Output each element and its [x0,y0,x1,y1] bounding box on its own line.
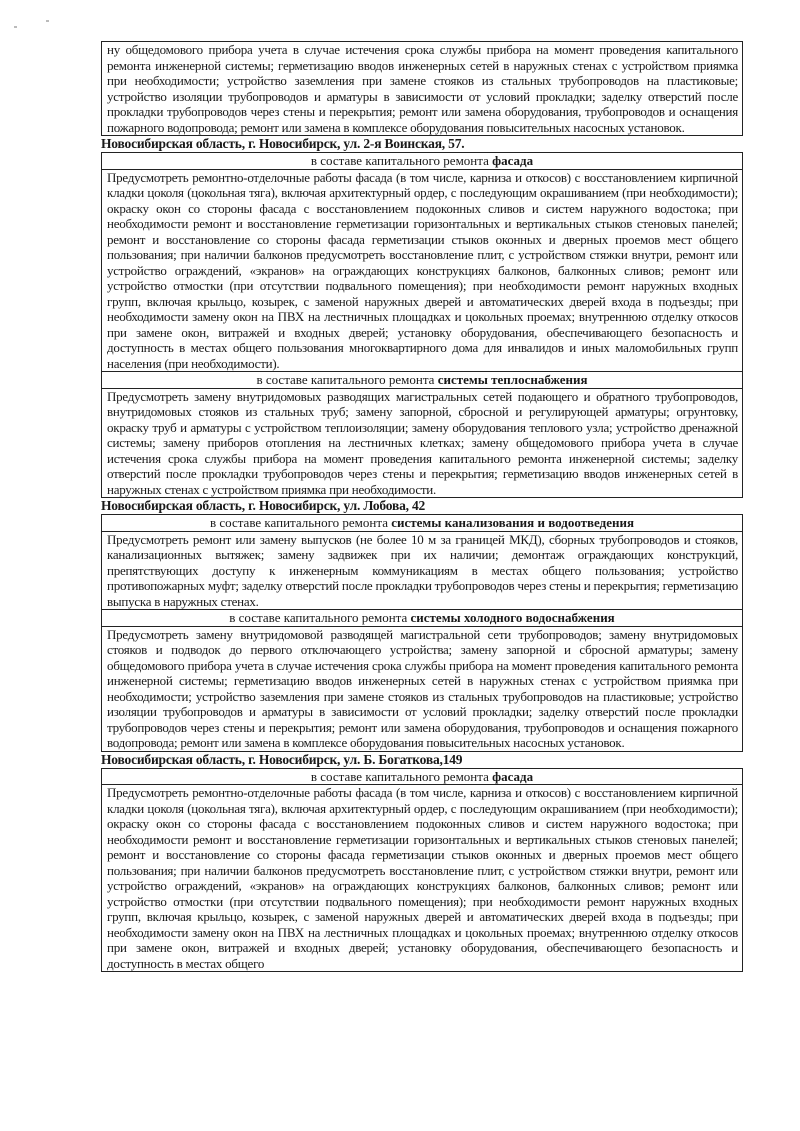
address-heading-voinskaya: Новосибирская область, г. Новосибирск, ул. 2-я Воинская, 57. [101,136,465,151]
continuation-text: ну общедомового прибора учета в случае истечения срока службы прибора на момент проведения капитального ремонта инженерной системы; герметизацию вводов инженерных сетей в наружных стенах с устройством приямка при необходимости; устройство заземления при замене стояков из стальных трубопроводов на пластиковые; устройство изоляции трубопроводов и арматуры в зависимости от условий прокладки; заделку отверстий после прокладки трубопроводов через стены и перекрытия; ремонт или замена оборудования, трубопроводов и оснащения пожарного водопровода; ремонт или замена в комплексе оборудования повысительных насосных установок. [107,42,738,135]
section-subject: системы холодного водоснабжения [410,610,615,625]
section-heading-facade [102,153,742,170]
section-prefix: в составе капитального ремонта [310,768,493,784]
section-body-heating: Предусмотреть замену внутридомовых разводящих магистральных сетей подающего и обратного трубопроводов, внутридомовых стояков из стальных труб; замену запорной, сбросной и регулирующей арматуры; огрунтовку, окраску труб и арматуры с устройством теплоизоляции; замену оборудования теплового узла; устройство дренажной системы; замену приборов отопления на лестничных клетках; замену общедомового прибора учета в случае истечения срока службы прибора на момент проведения капитального ремонта инженерной системы; заделку отверстий после прокладки трубопроводов через стены и перекрытия; герметизацию вводов инженерных сетей в наружных стенах с устройством приямка при необходимости. [107,388,738,497]
section-subject: системы теплоснабжения [437,372,588,387]
section-heading-cold-water [102,609,742,627]
address-heading-bogatkova: Новосибирская область, г. Новосибирск, ул. Б. Богаткова,149 [101,751,463,767]
address-box-bogatkova [101,768,743,973]
section-subject: фасада [492,153,534,168]
section-heading-sewerage [102,515,742,532]
section-subject: фасада [492,768,534,784]
address-box-voinskaya [101,152,743,498]
continuation-box [101,41,743,136]
address-heading-lobova: Новосибирская область, г. Новосибирск, ул. Лобова, 42 [101,498,426,513]
section-heading-facade [102,769,742,786]
section-body-cold-water: Предусмотреть замену внутридомовой разводящей магистральной сети трубопроводов; замену внутридомовых стояков и подводок до первого отключающего устройства; замену запорной и сбросной арматуры; замену общедомового прибора учета в случае истечения срока службы прибора на момент проведения капитального ремонта инженерной системы; герметизацию вводов инженерных сетей в наружных стенах с устройством приямка при необходимости; устройство заземления при замене стояков из стальных трубопроводов на пластиковые; устройство изоляции трубопроводов и арматуры в зависимости от условий прокладки; заделку отверстий после прокладки трубопроводов через стены и перекрытия; ремонт или замена оборудования, трубопроводов и оснащения пожарного водопровода; ремонт или замена в комплексе оборудования повысительных насосных установок. [107,626,738,750]
scan-artifact [14,26,17,28]
address-box-lobova [101,514,743,752]
section-prefix: в составе капитального ремонта [229,610,411,625]
section-heading-heating [102,371,742,389]
section-prefix: в составе капитального ремонта [209,515,392,530]
section-body-sewerage: Предусмотреть ремонт или замену выпусков (не более 10 м за границей МКД), сборных трубопроводов и стояков, канализационных вытяжек; замену задвижек при их наличии; демонтаж ограждающих конструкций, препятствующих доступу к инженерным коммуникациям в местах общего пользования; устройство противопожарных муфт; заделку отверстий после прокладки трубопроводов через стены и перекрытия; герметизацию выпуска в наружных стенах. [107,531,738,609]
section-prefix: в составе капитального ремонта [310,153,493,168]
scan-artifact [46,20,49,22]
section-body-facade: Предусмотреть ремонтно-отделочные работы фасада (в том числе, карниза и откосов) с восстановлением кирпичной кладки цоколя (цокольная тяга), включая архитектурный ордер, с последующим окрашиванием (при необходимости); окраску окон со стороны фасада с восстановлением подоконных сливов и систем наружного водостока; при необходимости ремонт и восстановление герметизации горизонтальных и вертикальных стыков стеновых панелей; ремонт и восстановление со стороны фасада герметизации стыков оконных и дверных проемов мест общего пользования; при наличии балконов предусмотреть восстановление плит, с устройством стяжки внутри, ремонт или устройство ограждений, «экранов» на ограждающих конструкциях балконов, балконных сливов; ремонт или устройство отмостки (при отсутствии подвального помещения); при необходимости ремонт наружных входных групп, включая крыльцо, козырек, с заменой наружных дверей и автоматических дверей входа в подъезды; при необходимости замену окон на ПВХ на лестничных площадках и цокольных проемах; внутреннюю отделку откосов при замене окон, витражей и входных дверей; установку оборудования, обеспечивающего безопасность и доступность в местах общего [107,785,738,971]
section-subject: системы канализования и водоотведения [391,515,635,530]
section-prefix: в составе капитального ремонта [256,372,438,387]
section-body-facade: Предусмотреть ремонтно-отделочные работы фасада (в том числе, карниза и откосов) с восстановлением кирпичной кладки цоколя (цокольная тяга), включая архитектурный ордер, с последующим окрашиванием (при необходимости); окраску окон со стороны фасада с восстановлением подоконных сливов и систем наружного водостока; при необходимости ремонт и восстановление герметизации горизонтальных и вертикальных стыков стеновых панелей; ремонт и восстановление со стороны фасада герметизации стыков оконных и дверных проемов мест общего пользования; при наличии балконов предусмотреть восстановление плит, с устройством стяжки внутри, ремонт или устройство ограждений, «экранов» на ограждающих конструкциях балконов, балконных сливов; ремонт или устройство отмостки (при отсутствии подвального помещения); при необходимости ремонт наружных входных групп, включая крыльцо, козырек, с заменой наружных дверей и автоматических дверей входа в подъезды; при необходимости замену окон на ПВХ на лестничных площадках и цокольных проемах; внутреннюю отделку откосов при замене окон, витражей и входных дверей; установку оборудования, обеспечивающего безопасность и доступность в местах общего пользования многоквартирного дома для инвалидов и иных маломобильных групп населения (при необходимости). [107,169,738,371]
document-page [101,41,743,972]
